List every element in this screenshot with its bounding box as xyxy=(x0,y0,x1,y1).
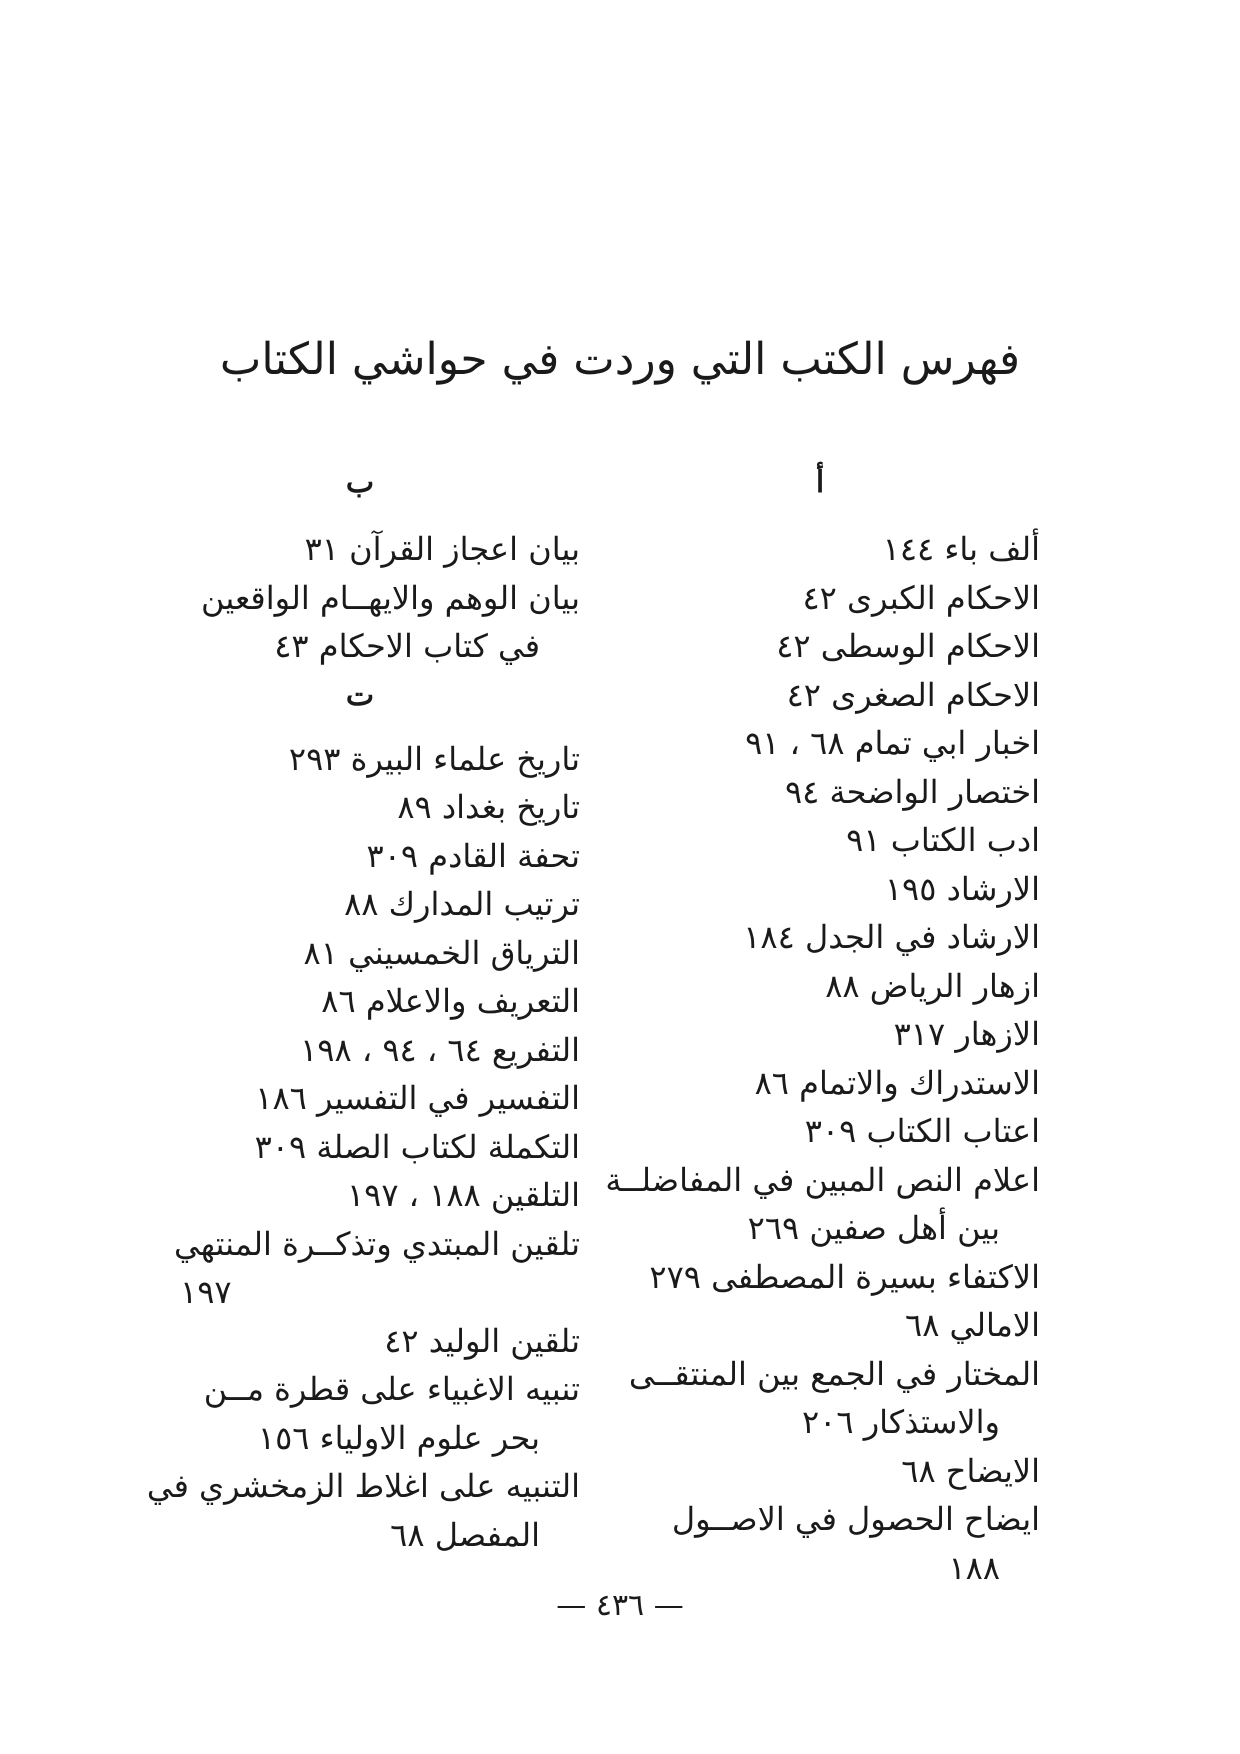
index-entry: الامالي ٦٨ xyxy=(905,1306,1040,1344)
section-letter-ba: ب xyxy=(345,465,375,500)
index-entry-continuation: ١٩٧ xyxy=(180,1273,232,1311)
index-entry: الاحكام الوسطى ٤٢ xyxy=(776,627,1040,665)
index-column-ba-ta xyxy=(140,455,580,1559)
index-entry: الاحكام الصغرى ٤٢ xyxy=(786,675,1040,714)
index-entry: ايضاح الحصول في الاصــول xyxy=(671,1500,1040,1538)
index-entry: اعتاب الكتاب ٣٠٩ xyxy=(804,1112,1040,1150)
index-entry-continuation: في كتاب الاحكام ٤٣ xyxy=(274,627,540,665)
index-entry: التفسير في التفسير ١٨٦ xyxy=(255,1079,580,1117)
index-entry: الاكتفاء بسيرة المصطفى ٢٧٩ xyxy=(649,1257,1040,1296)
index-entry: الترياق الخمسيني ٨١ xyxy=(303,933,580,972)
index-entry: الازهار ٣١٧ xyxy=(893,1015,1040,1053)
index-entry: ادب الكتاب ٩١ xyxy=(846,821,1040,859)
index-entry: تحفة القادم ٣٠٩ xyxy=(366,836,580,875)
index-entry: تنبيه الاغبياء على قطرة مــن xyxy=(203,1370,580,1408)
index-entry: التنبيه على اغلاط الزمخشري في xyxy=(146,1467,580,1505)
index-entry: تاريخ بغداد ٨٩ xyxy=(397,788,580,826)
index-entry: ترتيب المدارك ٨٨ xyxy=(344,885,580,923)
index-entry: تاريخ علماء البيرة ٢٩٣ xyxy=(288,739,580,778)
section-letter-alif: أ xyxy=(815,465,825,500)
index-entry: التكملة لكتاب الصلة ٣٠٩ xyxy=(254,1127,580,1166)
index-column-alif xyxy=(600,455,1040,1592)
index-entry: اعلام النص المبين في المفاضلــة xyxy=(605,1160,1040,1199)
index-entry-continuation: بين أهل صفين ٢٦٩ xyxy=(747,1209,1000,1247)
index-entry: التفريع ٦٤ ، ٩٤ ، ١٩٨ xyxy=(300,1030,580,1069)
index-entry: التلقين ١٨٨ ، ١٩٧ xyxy=(346,1176,580,1214)
index-entry: بيان الوهم والايهــام الواقعين xyxy=(200,578,580,617)
index-entry-continuation: بحر علوم الاولياء ١٥٦ xyxy=(257,1418,540,1457)
page-number: — ٤٣٦ — xyxy=(556,1588,684,1623)
index-entry-continuation: ١٨٨ xyxy=(948,1548,1000,1587)
index-entry: اخبار ابي تمام ٦٨ ، ٩١ xyxy=(745,724,1040,762)
index-entry-continuation: والاستذكار ٢٠٦ xyxy=(801,1403,1000,1441)
index-entry: الارشاد ١٩٥ xyxy=(884,869,1040,908)
index-entry: بيان اعجاز القرآن ٣١ xyxy=(304,530,580,568)
index-entry: المختار في الجمع بين المنتقــى xyxy=(628,1354,1040,1393)
index-entry: تلقين الوليد ٤٢ xyxy=(384,1321,580,1360)
index-entry: ازهار الرياض ٨٨ xyxy=(825,966,1040,1005)
index-entry: اختصار الواضحة ٩٤ xyxy=(784,772,1040,811)
page-title: فهرس الكتب التي وردت في حواشي الكتاب xyxy=(219,334,1021,385)
index-entry: الاستدراك والاتمام ٨٦ xyxy=(754,1063,1040,1102)
index-entry-continuation: المفصل ٦٨ xyxy=(390,1515,540,1554)
index-entry: تلقين المبتدي وتذكــرة المنتهي xyxy=(174,1224,580,1263)
index-entry: التعريف والاعلام ٨٦ xyxy=(321,982,580,1020)
index-entry: الارشاد في الجدل ١٨٤ xyxy=(743,918,1040,956)
index-entry: ألف باء ١٤٤ xyxy=(882,530,1040,568)
index-entry: الايضاح ٦٨ xyxy=(901,1451,1040,1490)
section-letter-ta: ت xyxy=(345,677,375,713)
index-entry: الاحكام الكبرى ٤٢ xyxy=(802,578,1040,617)
